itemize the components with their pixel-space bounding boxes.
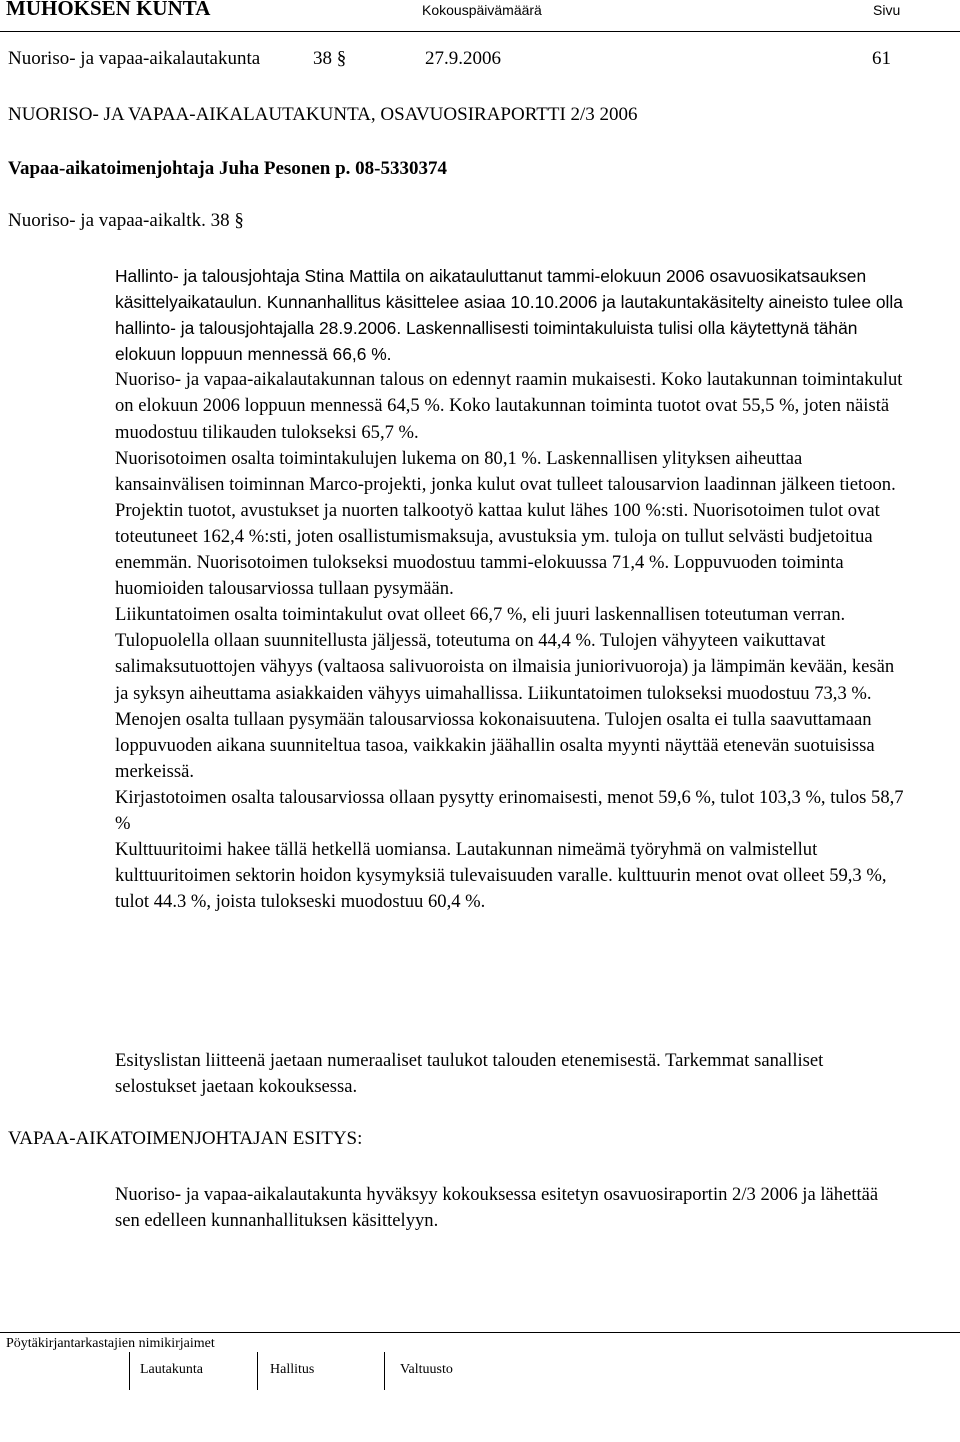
- section-number: 38 §: [313, 48, 347, 69]
- proposal-text: Nuoriso- ja vapaa-aikalautakunta hyväksyy kokouksessa esitetyn osavuosiraportin 2/3 2006 ja lähettää sen edelleen kunnanhallituksen käsittelyyn.: [115, 1184, 879, 1232]
- page-number: 61: [872, 48, 891, 69]
- sports-paragraph: Liikuntatoimen osalta toimintakulut ovat olleet 66,7 %, eli juuri laskennallisen toteutuman verran. Tulopuolella ollaan suunnitellusta jäljessä, toteutuma on 44,4 %. Tulojen vähyyteen vaikuttavat salimaksutuottojen vähyys (valtaosa salivuoroista on ilmaisia juniorivuoroja) ja lämpimän kevään, kesän ja syksyn aiheuttama asiakkaiden vähyys uimahallissa. Liikuntatoimen tulokseksi muodostuu 73,3 %. Menojen osalta tullaan pysymään talousarviossa kokonaisuutena. Tulojen osalta ei tulla saavuttamaan loppuvuoden aikana suunniteltua tasoa, vaikkakin jäähallin osalta myynti näyttää etenevän suotuisissa merkeissä.: [115, 604, 895, 782]
- culture-paragraph: Kulttuuritoimi hakee tällä hetkellä uomiansa. Lautakunnan nimeämä työryhmä on valmistellut kulttuuritoimen sektorin hoidon kysymyksiä tulevaisuuden varalle. kulttuurin menot ovat olleet 59,3 %, tulot 44.3 %, joista tulokseski muodostuu 60,4 %.: [115, 839, 887, 913]
- footer-column-divider: [257, 1352, 258, 1390]
- youth-paragraph: Nuorisotoimen osalta toimintakulujen lukema on 80,1 %. Laskennallisen ylityksen aiheuttaa kansainvälisen toiminnan Marco-projekti, jonka kulut ovat tulleet talousarvion laadinnan jälkeen tietoon. Projektin tuotot, avustukset ja nuorten talkootyö kattaa kulut lähes 100 %:sti. Nuorisotoimen tulot ovat toteutuneet 162,4 %:sti, joten osallistumismaksuja, avustuksia ym. tuloja on tullut selvästi budjetoitua enemmän. Nuorisotoimen tulokseksi muodostuu tammi-elokuussa 71,4 %. Loppuvuoden toiminta huomioiden talousarviossa tullaan pysymään.: [115, 447, 896, 600]
- total-paragraph: Nuoriso- ja vapaa-aikalautakunnan talous on edennyt raamin mukaisesti. Koko lautakunnan toimintakulut on elokuun 2006 loppuun mennessä 64,5 %. Koko lautakunnan toiminta tuotot ovat 55,5 %, joten näistä muodostuu tilikauden tulokseksi 65,7 %.: [115, 369, 903, 443]
- reference-line: Nuoriso- ja vapaa-aikaltk. 38 §: [8, 210, 244, 231]
- meeting-body: Nuoriso- ja vapaa-aikalautakunta: [8, 48, 261, 69]
- report-body: [115, 263, 907, 915]
- footer-column-divider: [384, 1352, 385, 1390]
- intro-paragraph: Hallinto- ja talousjohtaja Stina Mattila on aikatauluttanut tammi-elokuun 2006 osavuosikatsauksen käsittelyaikataulun. Kunnanhallitus käsittelee asiaa 10.10.2006 ja lautakuntakäsitelty aineisto tulee olla hallinto- ja talousjohtajalla 28.9.2006. Laskennallisesti toimintakuluista tulisi olla käytettynä tähän elokuun loppuun mennessä 66,6 %.: [115, 266, 903, 365]
- municipality-name: MUHOKSEN KUNTA: [6, 0, 211, 20]
- page-label: Sivu: [873, 2, 901, 18]
- contact-line: Vapaa-aikatoimenjohtaja Juha Pesonen p. 08-5330374: [8, 158, 447, 179]
- footer-label-lautakunta: Lautakunta: [140, 1362, 203, 1377]
- footer-label-hallitus: Hallitus: [270, 1362, 315, 1377]
- meeting-date-label: Kokouspäivämäärä: [422, 2, 542, 18]
- footer-divider: [0, 1332, 960, 1333]
- footer-column-divider: [129, 1352, 130, 1390]
- attachment-paragraph: Esityslistan liitteenä jaetaan numeraaliset taulukot talouden etenemisestä. Tarkemmat sanalliset selostukset jaetaan kokouksessa.: [115, 1050, 824, 1098]
- header-divider: [0, 31, 960, 32]
- footer-title: Pöytäkirjantarkastajien nimikirjaimet: [6, 1336, 215, 1351]
- document-title: NUORISO- JA VAPAA-AIKALAUTAKUNTA, OSAVUOSIRAPORTTI 2/3 2006: [8, 104, 638, 125]
- proposal-heading: VAPAA-AIKATOIMENJOHTAJAN ESITYS:: [8, 1128, 363, 1149]
- footer-label-valtuusto: Valtuusto: [400, 1362, 453, 1377]
- library-paragraph: Kirjastotoimen osalta talousarviossa ollaan pysytty erinomaisesti, menot 59,6 %, tulot 103,3 %, tulos 58,7 %: [115, 786, 904, 834]
- meeting-date: 27.9.2006: [425, 48, 501, 69]
